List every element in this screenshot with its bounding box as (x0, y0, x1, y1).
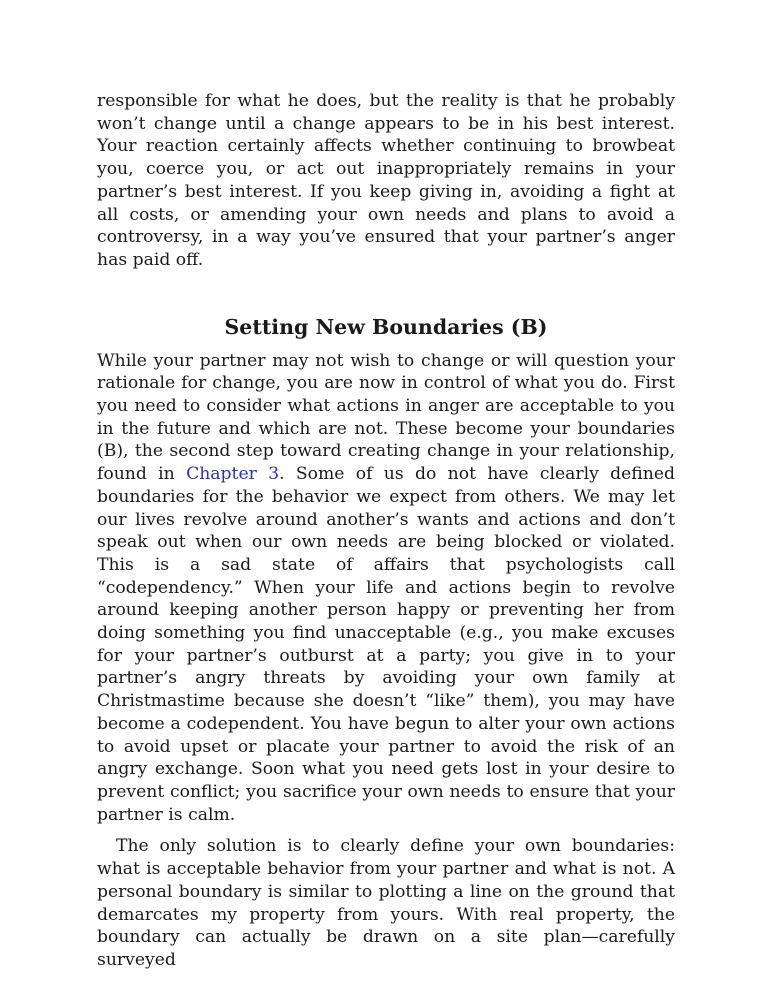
book-page (97, 90, 675, 972)
body-paragraph-2: The only solution is to clearly define your own boundaries: what is acceptable behavior from your partner and what is not. A personal boundary is similar to plotting a line on the ground that demarcates my property from yours. With real property, the boundary can actually be drawn on a site plan—carefully surveyed (97, 836, 675, 970)
body-paragraph-1 (97, 350, 675, 827)
section-heading: Setting New Boundaries (B) (224, 314, 548, 339)
paragraph-text-after-link: . Some of us do not have clearly defined boundaries for the behavior we expect from others. We may let our lives revolve around another’s wants and actions and don’t speak out when our own needs are being blocked or violated. This is a sad state of affairs that psychologists call “codependency.” When your life and actions begin to revolve around keeping another person happy or preventing her from doing something you find unacceptable (e.g., you make excuses for your partner’s outburst at a party; you give in to your partner’s angry threats by avoiding your own family at Christmastime because she doesn’t “like” them), you may have become a codependent. You have begun to alter your own actions to avoid upset or placate your partner to avoid the risk of an angry exchange. Soon what you need gets lost in your desire to prevent conflict; you sacrifice your own needs to ensure that your partner is calm. (97, 464, 676, 825)
paragraph-text-before-link: While your partner may not wish to change or will question your rationale for change, you are now in control of what you do. First you need to consider what actions in anger are acceptable to you in the future and which are not. These become your boundaries (B), the second step toward creating change in your relationship, found in (97, 350, 675, 485)
chapter-3-link[interactable]: Chapter 3 (186, 464, 280, 485)
intro-paragraph: responsible for what he does, but the reality is that he probably won’t change until a change appears to be in his best interest. Your reaction certainly affects whether continuing to browbeat you, coerce you, or act out inappropriately remains in your partner’s best interest. If you keep giving in, avoiding a fight at all costs, or amending your own needs and plans to avoid a controversy, in a way you’ve ensured that your partner’s anger has paid off. (97, 91, 675, 270)
